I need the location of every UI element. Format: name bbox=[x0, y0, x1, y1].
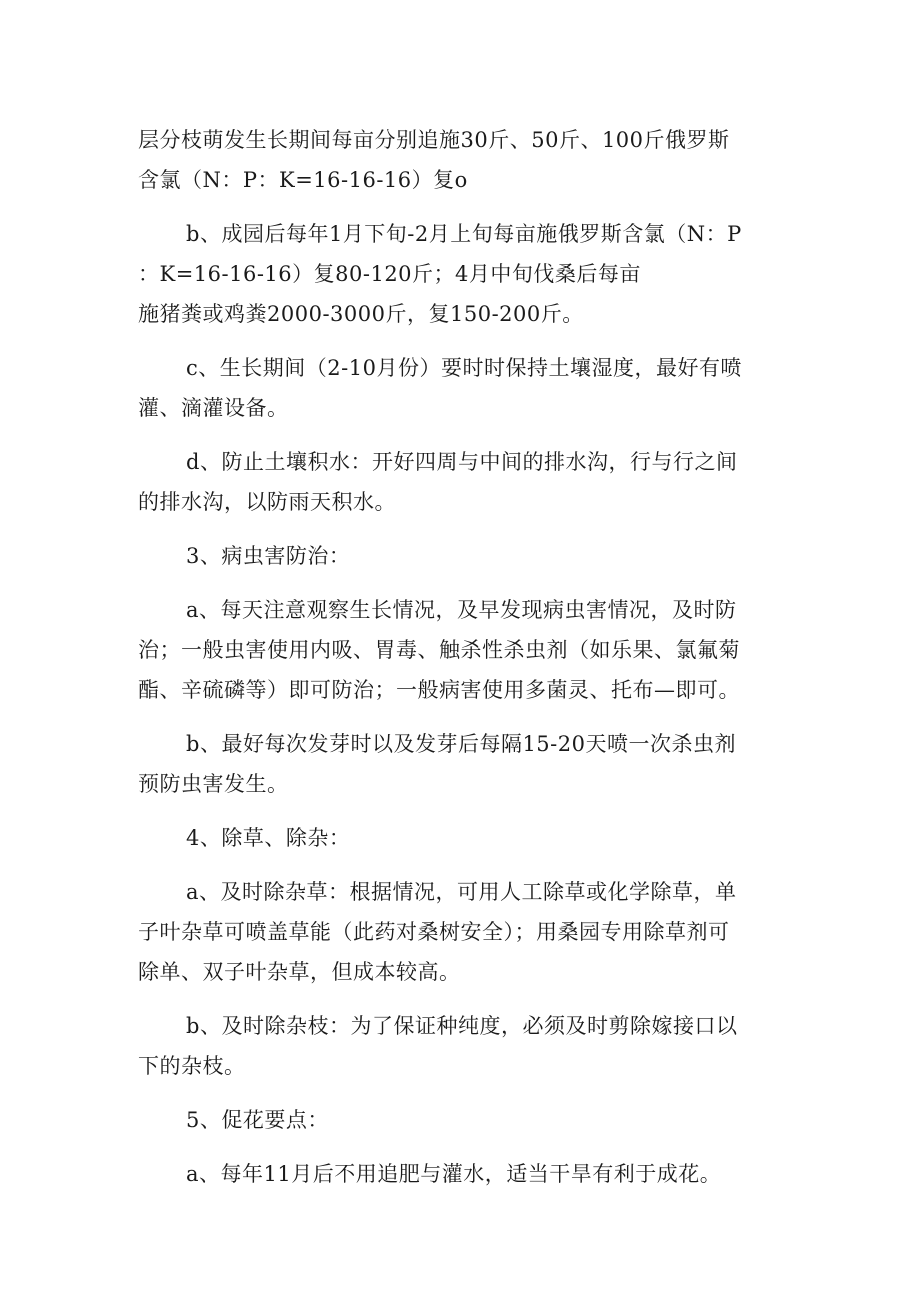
text-line: d、防止土壤积水：开好四周与中间的排水沟，行与行之间 bbox=[186, 450, 738, 474]
text-line: b、最好每次发芽时以及发芽后每隔15-20天喷一次杀虫剂 bbox=[186, 732, 736, 756]
text-line: 子叶杂草可喷盖草能（此药对桑树安全）；用桑园专用除草剂可 bbox=[138, 920, 730, 944]
paragraph-a-flowering bbox=[138, 1154, 790, 1194]
paragraph-b-pest-spray bbox=[138, 724, 790, 804]
paragraph-b-branches bbox=[138, 1006, 790, 1086]
text-line: 治；一般虫害使用内吸、胃毒、触杀性杀虫剂（如乐果、氯氟菊 bbox=[138, 638, 740, 662]
paragraph-fertilizer-growth bbox=[138, 120, 790, 200]
text-line: ：K=16-16-16）复80-120斤；4月中旬伐桑后每亩 bbox=[138, 262, 641, 286]
paragraph-d-drainage bbox=[138, 442, 790, 522]
document-body bbox=[138, 120, 790, 1194]
paragraph-c-soil-moisture bbox=[138, 348, 790, 428]
text-line: 下的杂枝。 bbox=[138, 1054, 246, 1078]
text-line: 施猪粪或鸡粪2000-3000斤，复150-200斤。 bbox=[138, 302, 584, 326]
section-heading: 3、病虫害防治： bbox=[186, 544, 351, 568]
section-heading: 4、除草、除杂： bbox=[186, 826, 351, 850]
text-line: 灌、滴灌设备。 bbox=[138, 396, 289, 420]
section-heading: 5、促花要点： bbox=[186, 1108, 329, 1132]
text-line: 含氯（N：P：K=16-16-16）复o bbox=[138, 168, 468, 192]
text-line: a、每天注意观察生长情况，及早发现病虫害情况，及时防 bbox=[186, 598, 737, 622]
paragraph-a-weeds bbox=[138, 872, 790, 992]
text-line: b、及时除杂枝：为了保证种纯度，必须及时剪除嫁接口以 bbox=[186, 1014, 738, 1038]
text-line: 酯、辛硫磷等）即可防治；一般病害使用多菌灵、托布—即可。 bbox=[138, 678, 740, 702]
text-line: a、及时除杂草：根据情况，可用人工除草或化学除草，单 bbox=[186, 880, 737, 904]
text-line: 层分枝萌发生长期间每亩分别追施30斤、50斤、100斤俄罗斯 bbox=[138, 128, 730, 152]
text-line: 除单、双子叶杂草，但成本较高。 bbox=[138, 960, 461, 984]
paragraph-a-pest-observation bbox=[138, 590, 790, 710]
paragraph-b-annual-fertilizer bbox=[138, 214, 790, 334]
heading-weeding bbox=[138, 818, 790, 858]
text-line: 的排水沟，以防雨天积水。 bbox=[138, 490, 396, 514]
heading-flowering bbox=[138, 1100, 790, 1140]
text-line: a、每年11月后不用追肥与灌水，适当干旱有利于成花。 bbox=[186, 1162, 722, 1186]
heading-pest-control bbox=[138, 536, 790, 576]
text-line: c、生长期间（2-10月份）要时时保持土壤湿度，最好有喷 bbox=[186, 356, 742, 380]
text-line: b、成园后每年1月下旬-2月上旬每亩施俄罗斯含氯（N：P bbox=[186, 222, 742, 246]
text-line: 预防虫害发生。 bbox=[138, 772, 289, 796]
